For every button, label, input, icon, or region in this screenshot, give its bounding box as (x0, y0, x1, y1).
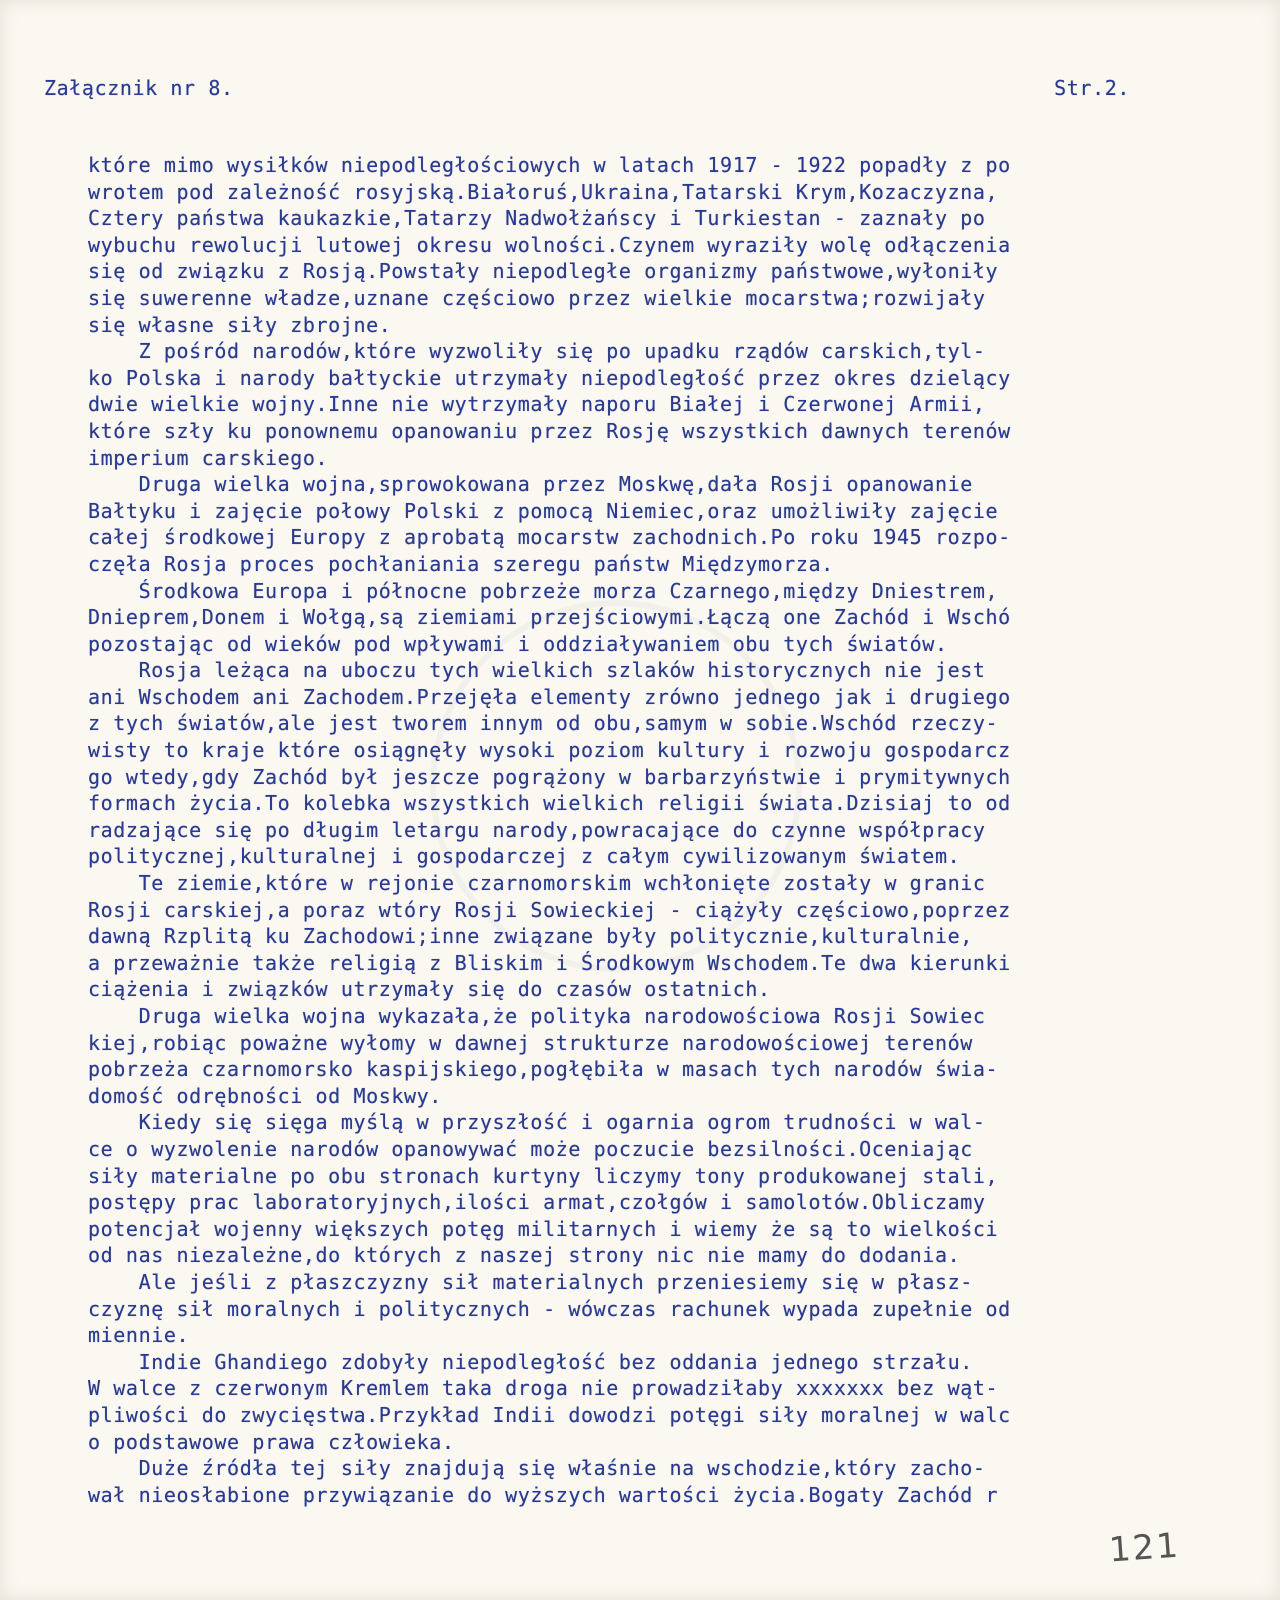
text-line: się od związku z Rosją.Powstały niepodległe organizmy państwowe,wyłoniły (88, 259, 999, 284)
typed-body-text (88, 152, 1228, 1508)
text-line: Druga wielka wojna wykazała,że polityka narodowościowa Rosji Sowiec (88, 1004, 986, 1028)
text-line: dawną Rzplitą ku Zachodowi;inne związane były politycznie,kulturalnie, (88, 924, 973, 949)
text-line: Duże źródła tej siły znajdują się właśnie na wschodzie,który zacho- (88, 1456, 986, 1481)
text-line: miennie. (88, 1323, 190, 1348)
text-line: Rosja leżąca na uboczu tych wielkich szlaków historycznych nie jest (88, 658, 986, 683)
text-line: o podstawowe prawa człowieka. (88, 1429, 455, 1454)
text-line: Środkowa Europa i północne pobrzeże morza Czarnego,między Dniestrem, (88, 578, 999, 603)
text-line: od nas niezależne,do których z naszej strony nic nie mamy do dodania. (88, 1243, 961, 1268)
text-line: się suwerenne władze,uznane częściowo przez wielkie mocarstwa;rozwijały (88, 285, 986, 310)
text-line: ani Wschodem ani Zachodem.Przejęła elementy zrówno jednego jak i drugiego (88, 684, 1011, 709)
text-line: Te ziemie,które w rejonie czarnomorskim wchłonięte zostały w granic (88, 871, 986, 896)
text-line: Dnieprem,Donem i Wołgą,są ziemiami przejściowymi.Łączą one Zachód i Wschó (88, 605, 1011, 630)
text-line: siły materialne po obu stronach kurtyny liczymy tony produkowanej stali, (88, 1163, 999, 1188)
text-line: wrotem pod zależność rosyjską.Białoruś,Ukraina,Tatarski Krym,Kozaczyzna, (88, 179, 999, 204)
text-line: Z pośród narodów,które wyzwoliły się po upadku rządów carskich,tyl- (88, 339, 986, 364)
text-line: a przeważnie także religią z Bliskim i Środkowym Wschodem.Te dwa kierunki (88, 950, 1011, 975)
text-line: czyznę sił moralnych i politycznych - wówczas rachunek wypada zupełnie od (88, 1296, 1011, 1321)
text-line: imperium carskiego. (88, 445, 329, 470)
text-line: z tych światów,ale jest tworem innym od obu,samym w sobie.Wschód rzeczy- (88, 711, 999, 736)
attachment-label: Załącznik nr 8. (44, 76, 234, 100)
text-line: ciążenia i związków utrzymały się do czasów ostatnich. (88, 977, 771, 1002)
text-line: Kiedy się sięga myślą w przyszłość i ogarnia ogrom trudności w wal- (88, 1110, 986, 1135)
text-line: Indie Ghandiego zdobyły niepodległość bez oddania jednego strzału. (88, 1349, 973, 1374)
text-line: ko Polska i narody bałtyckie utrzymały niepodległość przez okres dzielący (88, 365, 1011, 390)
text-line: go wtedy,gdy Zachód był jeszcze pogrążony w barbarzyństwie i prymitywnych (88, 764, 1011, 789)
text-line: Cztery państwa kaukazkie,Tatarzy Nadwołżańscy i Turkiestan - zaznały po (88, 206, 986, 231)
text-line: ce o wyzwolenie narodów opanowywać może poczucie bezsilności.Oceniając (88, 1136, 973, 1161)
text-line: Bałtyku i zajęcie połowy Polski z pomocą Niemiec,oraz umożliwiły zajęcie (88, 498, 999, 523)
text-line: które mimo wysiłków niepodległościowych w latach 1917 - 1922 popadły z po (88, 153, 1011, 177)
text-line: całej środkowej Europy z aprobatą mocarstw zachodnich.Po roku 1945 rozpo- (88, 525, 1011, 550)
page-header (44, 76, 1130, 106)
text-line: Druga wielka wojna,sprowokowana przez Moskwę,dała Rosji opanowanie (88, 472, 973, 497)
text-line: wisty to kraje które osiągnęły wysoki poziom kultury i rozwoju gospodarcz (88, 738, 1011, 763)
text-line: częła Rosja proces pochłaniania szeregu państw Międzymorza. (88, 551, 834, 576)
handwritten-folio-number: 121 (1107, 1525, 1182, 1571)
text-line: politycznej,kulturalnej i gospodarczej z całym cywilizowanym światem. (88, 844, 961, 869)
text-line: się własne siły zbrojne. (88, 312, 392, 337)
text-line: potencjał wojenny większych potęg militarnych i wiemy że są to wielkości (88, 1216, 999, 1241)
text-line: Rosji carskiej,a poraz wtóry Rosji Sowieckiej - ciążyły częściowo,poprzez (88, 897, 1011, 922)
text-line: kiej,robiąc poważne wyłomy w dawnej strukturze narodowościowej terenów (88, 1030, 973, 1055)
page-label: Str.2. (1054, 76, 1130, 100)
text-line: pozostając od wieków pod wpływami i oddziaływaniem obu tych światów. (88, 631, 948, 656)
text-line: radzające się po długim letargu narody,powracające do czynne współpracy (88, 817, 986, 842)
text-line: które szły ku ponownemu opanowaniu przez Rosję wszystkich dawnych terenów (88, 418, 1011, 443)
text-line: dwie wielkie wojny.Inne nie wytrzymały naporu Białej i Czerwonej Armii, (88, 392, 986, 417)
text-line: wał nieosłabione przywiązanie do wyższych wartości życia.Bogaty Zachód r (88, 1482, 999, 1507)
text-line: W walce z czerwonym Kremlem taka droga nie prowadziłaby xxxxxxx bez wąt- (88, 1376, 999, 1401)
text-line: domość odrębności od Moskwy. (88, 1083, 442, 1108)
text-line: postępy prac laboratoryjnych,ilości armat,czołgów i samolotów.Obliczamy (88, 1190, 986, 1215)
text-line: pobrzeża czarnomorsko kaspijskiego,pogłębiła w masach tych narodów świa- (88, 1057, 999, 1082)
text-line: formach życia.To kolebka wszystkich wielkich religii świata.Dzisiaj to od (88, 791, 1011, 816)
text-line: pliwości do zwycięstwa.Przykład Indii dowodzi potęgi siły moralnej w walc (88, 1402, 1011, 1427)
text-line: wybuchu rewolucji lutowej okresu wolności.Czynem wyraziły wolę odłączenia (88, 232, 1011, 257)
text-line: Ale jeśli z płaszczyzny sił materialnych przeniesiemy się w płasz- (88, 1269, 973, 1294)
